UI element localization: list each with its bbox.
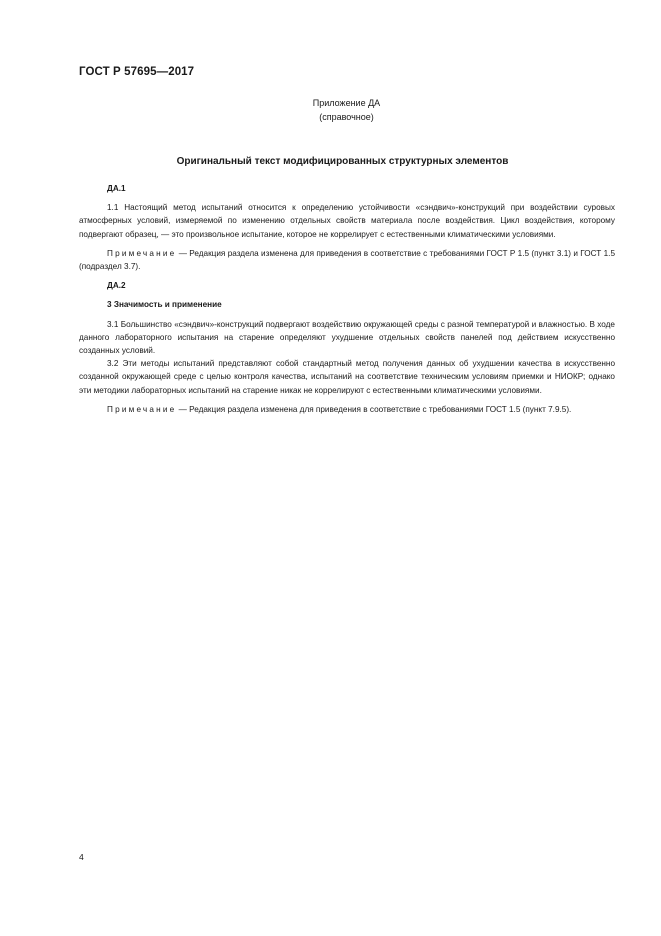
document-body — [79, 182, 615, 416]
note-lead: Примечание — [107, 248, 177, 258]
standard-header: ГОСТ Р 57695—2017 — [79, 66, 195, 78]
paragraph-3-1: 3.1 Большинство «сэндвич»-конструкций подвергают воздействию окружающей среды с разной температурой и влажностью. В ходе данного лабораторного испытания на старение определяют ухудшение отдельных свойств панелей под действием искусственно созданных условий. — [79, 319, 615, 356]
note-da2 — [79, 403, 615, 416]
note-da1 — [79, 247, 615, 273]
paragraph-3-2: 3.2 Эти методы испытаний представляют собой стандартный метод получения данных об ухудшении качества в искусственно созданной окружающей среде с целью контроля качества, испытаний на соответствие техническим условиям приемки и НИОКР; однако эти методики лабораторных испытаний на старение никак не коррелируют с естественными климатическими условиями. — [79, 359, 615, 395]
appendix-heading — [0, 96, 661, 124]
page-number: 4 — [79, 852, 84, 862]
appendix-title: Приложение ДА — [312, 98, 381, 108]
appendix-subtitle: (справочное) — [319, 112, 374, 122]
section-label-da1: ДА.1 — [107, 184, 126, 193]
section-label-da2: ДА.2 — [107, 281, 126, 291]
note-text: — Редакция раздела изменена для приведения в соответствие с требованиями ГОСТ 1.5 (пункт 7.9.5). — [176, 404, 572, 414]
document-title: Оригинальный текст модифицированных структурных элементов — [176, 156, 509, 167]
paragraph-1-1: 1.1 Настоящий метод испытаний относится к определению устойчивости «сэндвич»-конструкций при воздействии суровых атмосферных условий, измеряемой по изменению отдельных свойств материала после воздействия. Цикл воздействия, которому подвергают образец, — это произвольное испытание, которое не коррелирует с естественными климатическими условиями. — [79, 203, 615, 239]
section-heading-3: 3 Значимость и применение — [107, 300, 222, 310]
note-lead: Примечание — [107, 404, 177, 414]
note-text: — Редакция раздела изменена для приведения в соответствие с требованиями ГОСТ Р 1.5 (пункт 3.1) и ГОСТ 1.5 (подраздел 3.7). — [79, 248, 615, 272]
